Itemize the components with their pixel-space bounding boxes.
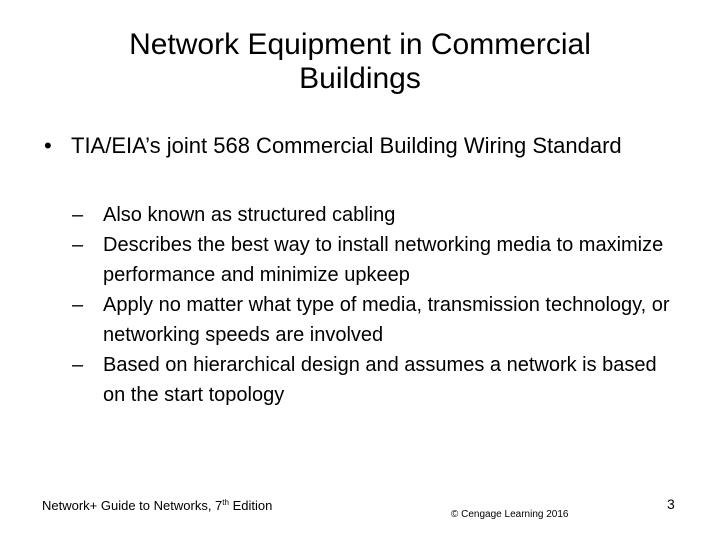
slide-title-line-2: Buildings — [299, 62, 421, 95]
sub-bullet-text: Based on hierarchical design and assumes a network is based on the start topology — [103, 354, 657, 406]
main-bullet — [44, 132, 664, 160]
footer-book-prefix: Network+ Guide to Networks, 7 — [42, 498, 223, 513]
dash-marker: – — [72, 204, 84, 226]
sub-bullet-text: Describes the best way to install networking media to maximize performance and minimize upkeep — [103, 234, 664, 286]
sub-bullet-item — [72, 230, 682, 290]
footer-book-title — [42, 495, 272, 514]
sub-bullet-text: Apply no matter what type of media, transmission technology, or networking speeds are involved — [103, 294, 670, 346]
footer-copyright: © Cengage Learning 2016 — [451, 509, 569, 520]
slide-title — [40, 28, 680, 96]
dash-marker: – — [72, 354, 84, 376]
sub-bullet-item — [72, 290, 682, 350]
sub-bullet-item — [72, 200, 682, 230]
sub-bullet-list — [72, 200, 682, 410]
slide-title-line-1: Network Equipment in Commercial — [129, 28, 591, 61]
footer-book-sup: th — [222, 498, 229, 507]
dash-marker: – — [72, 294, 84, 316]
bullet-marker: • — [44, 133, 52, 158]
sub-bullet-text: Also known as structured cabling — [103, 204, 396, 226]
main-bullet-text: TIA/EIA’s joint 568 Commercial Building Wiring Standard — [71, 133, 622, 158]
footer-page-number: 3 — [667, 496, 675, 512]
dash-marker: – — [72, 234, 84, 256]
footer-book-suffix: Edition — [228, 498, 273, 513]
sub-bullet-item — [72, 350, 682, 410]
